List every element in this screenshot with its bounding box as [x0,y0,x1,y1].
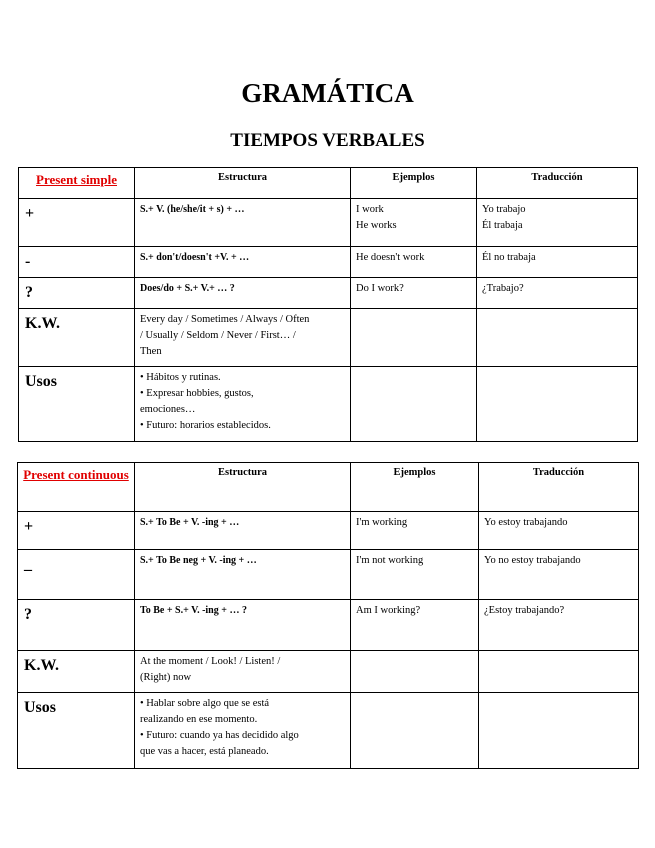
example-line: Do I work? [356,283,404,294]
structure-line: que vas a hacer, está planeado. [140,746,269,757]
structure-cell [135,309,351,367]
row-label-question: ? [19,278,135,309]
structure-cell [135,651,351,693]
table-row [18,512,639,550]
row-label-uses: Usos [19,367,135,442]
translation-cell [479,693,639,769]
structure-line: S.+ To Be + V. -ing + … [140,517,240,528]
table-row [19,309,638,367]
structure-cell [135,512,351,550]
structure-line: emociones… [140,404,196,415]
structure-line: • Hablar sobre algo que se está [140,698,270,709]
row-label-negative: - [19,247,135,278]
translation-line: ¿Estoy trabajando? [484,605,565,616]
structure-cell [135,278,351,309]
column-header-examples: Ejemplos [351,168,477,199]
translation-line: Yo estoy trabajando [484,517,568,528]
translation-cell [477,247,638,278]
example-line: I'm not working [356,555,424,566]
table-row [19,367,638,442]
structure-cell [135,367,351,442]
table-row [19,199,638,247]
column-header-examples: Ejemplos [351,463,479,512]
page-subtitle: TIEMPOS VERBALES [230,130,425,151]
structure-line: Every day / Sometimes / Always / Often [140,314,310,325]
translation-cell [479,550,639,600]
structure-line: S.+ don't/doesn't +V. + … [140,252,250,263]
translation-line: Él no trabaja [482,252,536,263]
examples-cell [351,278,477,309]
tense-name: Present continuous [18,463,135,512]
translation-cell [479,600,639,651]
example-line: I'm working [356,517,408,528]
examples-cell [351,550,479,600]
column-header-structure: Estructura [135,168,351,199]
grammar-table-present-continuous [17,462,639,769]
example-line: Am I working? [356,605,421,616]
row-label-uses: Usos [18,693,135,769]
column-header-translation: Traducción [477,168,638,199]
examples-cell [351,600,479,651]
examples-cell [351,247,477,278]
row-label-question: ? [18,600,135,651]
structure-line: • Hábitos y rutinas. [140,372,221,383]
row-label-key-words: K.W. [19,309,135,367]
structure-line: To Be + S.+ V. -ing + … ? [140,605,247,616]
table-row [18,600,639,651]
table-row [19,247,638,278]
row-label-key-words: K.W. [18,651,135,693]
table-row [19,278,638,309]
translation-cell [479,512,639,550]
structure-line: At the moment / Look! / Listen! / [140,656,281,667]
structure-cell [135,600,351,651]
structure-cell [135,550,351,600]
table-header-row [19,168,638,199]
examples-cell [351,309,477,367]
column-header-structure: Estructura [135,463,351,512]
column-header-translation: Traducción [479,463,639,512]
page-title: GRAMÁTICA [241,78,414,108]
table-row [18,651,639,693]
structure-cell [135,199,351,247]
translation-line: Yo no estoy trabajando [484,555,581,566]
examples-cell [351,693,479,769]
row-label-affirmative: + [18,512,135,550]
row-label-affirmative: + [19,199,135,247]
example-line: He works [356,220,397,231]
translation-line: Yo trabajo [482,204,526,215]
translation-cell [477,278,638,309]
structure-line: realizando en ese momento. [140,714,258,725]
structure-line: (Right) now [140,672,192,683]
table-header-row [18,463,639,512]
example-line: I work [356,204,384,215]
row-label-negative: _ [18,550,135,600]
structure-line: • Futuro: cuando ya has decidido algo [140,730,299,741]
structure-line: S.+ To Be neg + V. -ing + … [140,555,257,566]
translation-line: ¿Trabajo? [482,283,524,294]
structure-cell [135,247,351,278]
translation-line: Él trabaja [482,220,523,231]
structure-cell [135,693,351,769]
structure-line: S.+ V. (he/she/it + s) + … [140,204,245,215]
examples-cell [351,367,477,442]
translation-cell [477,367,638,442]
translation-cell [479,651,639,693]
structure-line: / Usually / Seldom / Never / First… / [140,330,296,341]
example-line: He doesn't work [356,252,425,263]
tense-name: Present simple [19,168,135,199]
translation-cell [477,199,638,247]
structure-line: Then [140,346,162,357]
examples-cell [351,199,477,247]
structure-line: • Futuro: horarios establecidos. [140,420,271,431]
structure-line: • Expresar hobbies, gustos, [140,388,254,399]
examples-cell [351,651,479,693]
grammar-table-present-simple [18,167,638,442]
translation-cell [477,309,638,367]
table-row [18,550,639,600]
structure-line: Does/do + S.+ V.+ … ? [140,283,235,294]
table-row [18,693,639,769]
examples-cell [351,512,479,550]
